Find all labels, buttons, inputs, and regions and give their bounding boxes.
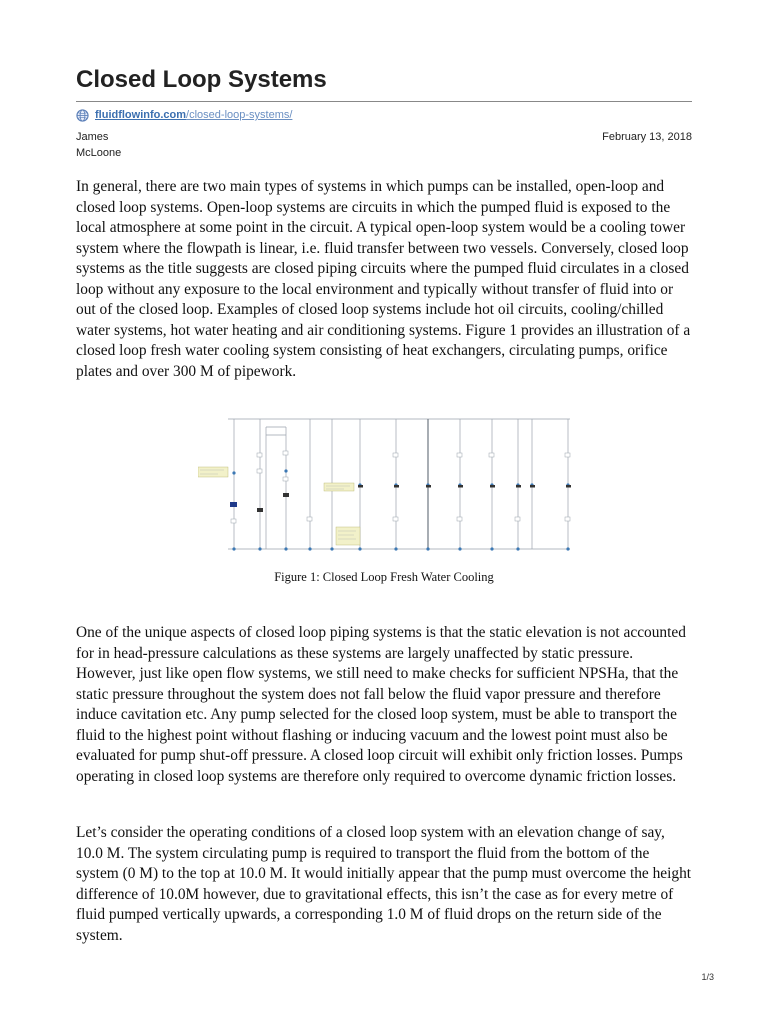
- figure-caption: Figure 1: Closed Loop Fresh Water Cooling: [274, 570, 494, 584]
- source-domain[interactable]: fluidflowinfo.com: [95, 109, 187, 121]
- closed-loop-diagram: [198, 413, 572, 555]
- paragraph-static-elevation: One of the unique aspects of closed loop piping systems is that the static elevation is not accounted for in head-pressure calculations as these systems are largely unaffected by static pressure. However, just like open flow systems, we still need to make checks for sufficient NPSHa, that the static pressure throughout the system does not fall below the fluid vapor pressure and therefore induce cavitation etc. Any pump selected for the closed loop system, must be able to transport the fluid to the highest point without flashing or inducing vacuum and the lowest point must also be evaluated for pump shut-off pressure. A closed loop circuit will exhibit only friction losses. Pumps operating in closed loop systems are therefore only required to overcome dynamic friction losses.: [76, 624, 686, 785]
- paragraph-intro: In general, there are two main types of systems in which pumps can be installed, open-loop and closed loop systems. Open-loop systems are circuits in which the pumped fluid is exposed to the local atmosphere at some point in the circuit. A typical open-loop system would be a cooling tower system where the flowpath is linear, i.e. fluid transfer between two vessels. Conversely, closed loop systems as the title suggests are closed piping circuits where the pumped fluid circulates in a closed loop without any exposure to the local environment and typically without transfer of fluid into or out of the closed loop. Examples of closed loop systems include hot oil circuits, cooling/chilled water systems, hot water heating and air conditioning systems. Figure 1 provides an illustration of a closed loop fresh water cooling system consisting of heat exchangers, circulating pumps, orifice plates and over 300 M of pipework.: [76, 178, 691, 380]
- globe-icon: [76, 109, 89, 122]
- author-name: James McLoone: [76, 131, 122, 159]
- source-path[interactable]: /closed-loop-systems/: [186, 109, 293, 121]
- publish-date: February 13, 2018: [602, 131, 692, 143]
- page-number: 1/3: [701, 972, 714, 982]
- title-divider: [76, 101, 692, 102]
- paragraph-operating-conditions: Let’s consider the operating conditions of a closed loop system with an elevation change of say, 10.0 M. The system circulating pump is required to transport the fluid from the bottom of the system (0 M) to the top at 10.0 M. It would initially appear that the pump must overcome the height difference of 10.0M however, due to gravitational effects, this isn’t the case as for every metre of fluid pumped vertically upwards, a corresponding 1.0 M of fluid drops on the return side of the system.: [76, 824, 692, 944]
- source-link[interactable]: [76, 106, 292, 124]
- page-title: Closed Loop Systems: [76, 66, 327, 93]
